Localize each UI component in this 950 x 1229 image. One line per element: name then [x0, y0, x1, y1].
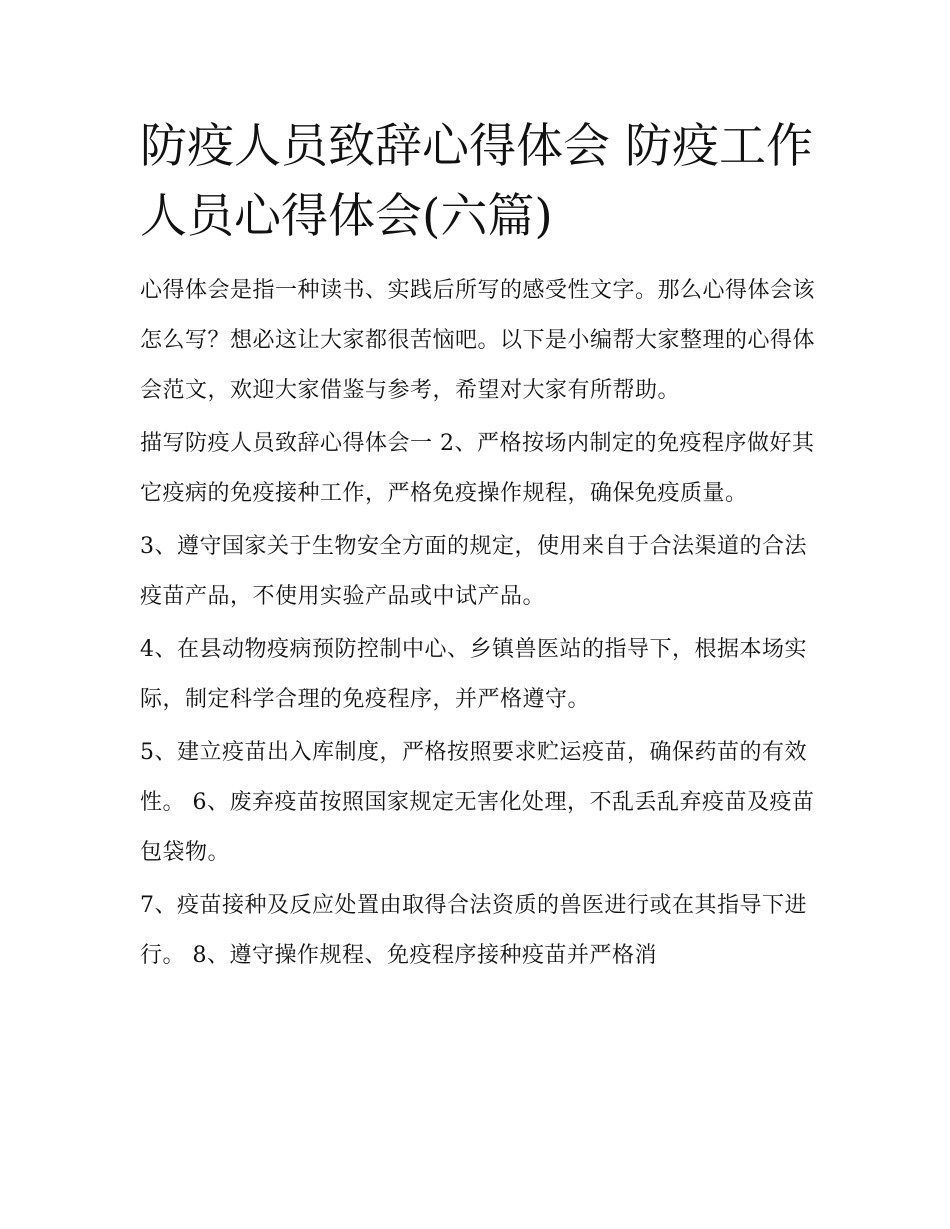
document-title: 防疫人员致辞心得体会 防疫工作人员心得体会(六篇)	[140, 119, 813, 244]
paragraph-item-4: 4、在县动物疫病预防控制中心、乡镇兽医站的指导下，根据本场实际，制定科学合理的免疫程序，并严格遵守。	[140, 637, 807, 712]
document-body	[140, 112, 820, 984]
paragraph-item-5-6: 5、建立疫苗出入库制度，严格按照要求贮运疫苗，确保药苗的有效性。 6、废弃疫苗按照国家规定无害化处理，不乱丢乱弃疫苗及疫苗包袋物。	[140, 740, 815, 865]
paragraph-section-1: 描写防疫人员致辞心得体会一 2、严格按场内制定的免疫程序做好其它疫病的免疫接种工作，严格免疫操作规程，确保免疫质量。	[140, 431, 815, 506]
paragraph-item-3: 3、遵守国家关于生物安全方面的规定，使用来自于合法渠道的合法疫苗产品，不使用实验产品或中试产品。	[140, 534, 807, 609]
paragraph-intro: 心得体会是指一种读书、实践后所写的感受性文字。那么心得体会该怎么写？想必这让大家都很苦恼吧。以下是小编帮大家整理的心得体会范文，欢迎大家借鉴与参考，希望对大家有所帮助。	[140, 278, 816, 403]
paragraph-item-7-8: 7、疫苗接种及反应处置由取得合法资质的兽医进行或在其指导下进行。 8、遵守操作规程、免疫程序接种疫苗并严格消	[140, 893, 807, 968]
